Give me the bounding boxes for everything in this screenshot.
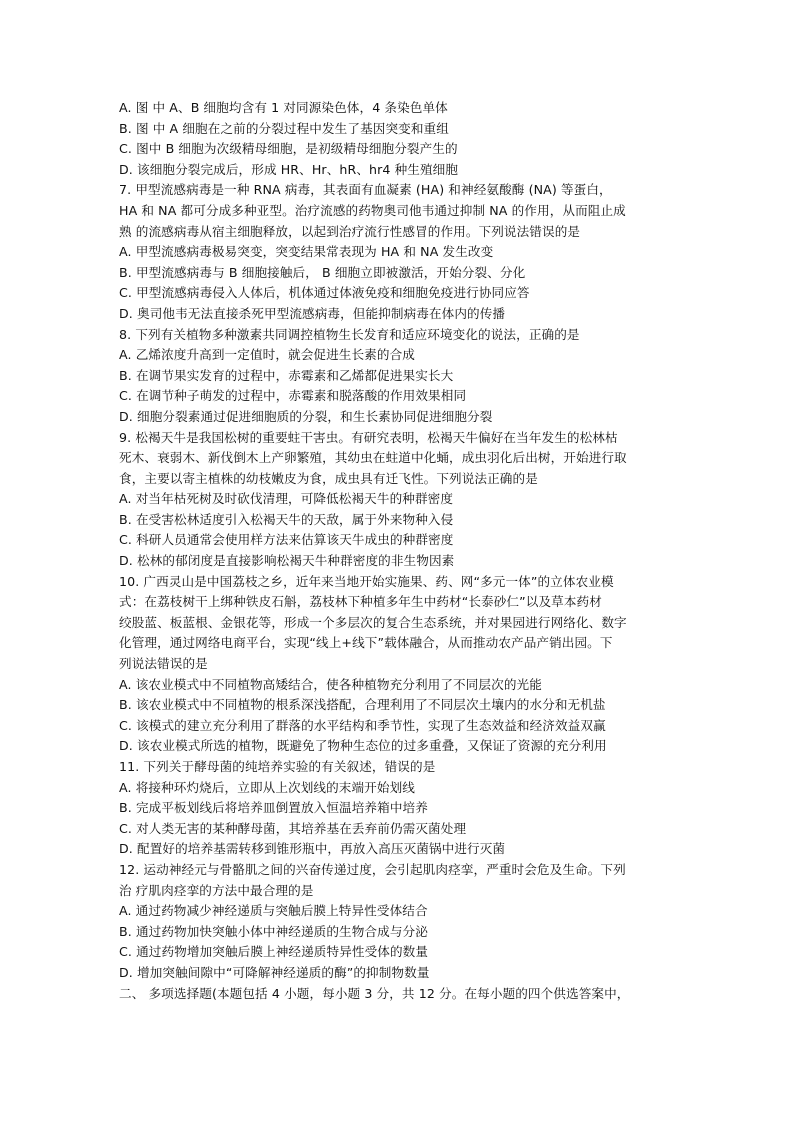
text-line: B. 通过药物加快突触小体中神经递质的生物合成与分泌: [119, 923, 428, 939]
text-line: B. 在受害松林适度引入松褐天牛的天敌，属于外来物种入侵: [119, 511, 454, 527]
text-line: A. 将接种环灼烧后，立即从上次划线的末端开始划线: [119, 779, 415, 795]
text-line: 式：在荔枝树干上绑种铁皮石斛，荔枝林下种植多年生中药材“长泰砂仁”以及草本药材: [119, 594, 602, 610]
text-line: 列说法错误的是: [119, 656, 208, 672]
text-line: D. 该农业模式所选的植物，既避免了物种生态位的过多重叠，又保证了资源的充分利用: [119, 738, 607, 754]
text-line: B. 甲型流感病毒与 B 细胞接触后， B 细胞立即被激活，开始分裂、分化: [119, 264, 526, 280]
text-line: 熟 的流感病毒从宿主细胞释放，以起到治疗流行性感冒的作用。下列说法错误的是: [119, 223, 581, 239]
text-line: D. 配置好的培养基需转移到锥形瓶中，再放入高压灭菌锅中进行灭菌: [119, 841, 506, 857]
question-7-line: 7. 甲型流感病毒是一种 RNA 病毒，其表面有血凝素 (HA) 和神经氨酸酶 (NA) 等蛋白，: [119, 182, 612, 198]
text-line: A. 图 中 A、B 细胞均含有 1 对同源染色体，4 条染色单体: [119, 100, 448, 115]
text-line: A. 乙烯浓度升高到一定值时，就会促进生长素的合成: [119, 347, 415, 363]
question-10-line: 10. 广西灵山是中国荔枝之乡，近年来当地开始实施果、药、网“多元一体”的立体农业模: [119, 573, 614, 589]
text-line: B. 该农业模式中不同植物的根系深浅搭配，合理利用了不同层次土壤内的水分和无机盐: [119, 697, 606, 713]
text-line: D. 该细胞分裂完成后，形成 HR、Hr、hR、hr4 种生殖细胞: [119, 161, 459, 177]
text-line: C. 科研人员通常会使用样方法来估算该天牛成虫的种群密度: [119, 532, 454, 548]
text-line: B. 在调节果实发育的过程中，赤霉素和乙烯都促进果实长大: [119, 367, 454, 383]
text-line: C. 图中 B 细胞为次级精母细胞，是初级精母细胞分裂产生的: [119, 141, 458, 157]
text-line: 死木、衰弱木、新伐倒木上产卵繁殖，其幼虫在蛀道中化蛹，成虫羽化后出树，开始进行取: [119, 450, 627, 466]
text-line: C. 在调节种子萌发的过程中，赤霉素和脱落酸的作用效果相同: [119, 388, 467, 404]
question-9-line: 9. 松褐天牛是我国松树的重要蛀干害虫。有研究表明，松褐天牛偏好在当年发生的松林枯: [119, 429, 618, 445]
text-line: C. 通过药物增加突触后膜上神经递质特异性受体的数量: [119, 944, 429, 960]
text-line: D. 细胞分裂素通过促进细胞质的分裂，和生长素协同促进细胞分裂: [119, 408, 493, 424]
text-line: 治 疗肌肉痉挛的方法中最合理的是: [119, 882, 314, 898]
text-line: A. 对当年枯死树及时砍伐清理，可降低松褐天牛的种群密度: [119, 491, 454, 507]
text-line: D. 奥司他韦无法直接杀死甲型流感病毒，但能抑制病毒在体内的传播: [119, 305, 506, 321]
exam-page-text: [119, 98, 689, 1004]
question-11-line: 11. 下列关于酵母菌的纯培养实验的有关叙述，错误的是: [119, 759, 436, 774]
text-line: C. 对人类无害的某种酵母菌，其培养基在丢弃前仍需灭菌处理: [119, 820, 467, 836]
text-line: D. 松林的郁闭度是直接影响松褐天牛种群密度的非生物因素: [119, 553, 455, 569]
text-line: A. 通过药物减少神经递质与突触后膜上特异性受体结合: [119, 903, 428, 919]
text-line: 绞股蓝、板蓝根、金银花等，形成一个多层次的复合生态系统，并对果园进行网络化、数字: [119, 614, 627, 630]
text-line: HA 和 NA 都可分成多种亚型。治疗流感的药物奥司他韦通过抑制 NA 的作用，从而阻止成: [119, 202, 626, 218]
question-12-line: 12. 运动神经元与骨骼肌之间的兴奋传递过度，会引起肌肉痉挛，严重时会危及生命。下列: [119, 861, 626, 877]
text-line: B. 完成平板划线后将培养皿倒置放入恒温培养箱中培养: [119, 800, 428, 816]
text-line: 食，主要以寄主植株的幼枝嫩皮为食，成虫具有迁飞性。下列说法正确的是: [119, 470, 538, 486]
text-line: A. 该农业模式中不同植物高矮结合，使各种植物充分利用了不同层次的光能: [119, 676, 542, 692]
text-line: A. 甲型流感病毒极易突变，突变结果常表现为 HA 和 NA 发生改变: [119, 244, 494, 260]
text-line: B. 图 中 A 细胞在之前的分裂过程中发生了基因突变和重组: [119, 120, 449, 136]
text-line: 化管理，通过网络电商平台，实现“线上+线下”载体融合，从而推动农产品产销出园。下: [119, 635, 613, 651]
text-line: D. 增加突触间隙中“可降解神经递质的酶”的抑制物数量: [119, 964, 430, 980]
text-line: C. 甲型流感病毒侵入人体后，机体通过体液免疫和细胞免疫进行协同应答: [119, 285, 530, 301]
text-line: C. 该模式的建立充分利用了群落的水平结构和季节性，实现了生态效益和经济效益双赢: [119, 717, 606, 733]
question-8-line: 8. 下列有关植物多种激素共同调控植物生长发育和适应环境变化的说法，正确的是: [119, 326, 580, 342]
section-heading: 二、 多项选择题(本题包括 4 小题，每小题 3 分，共 12 分。在每小题的四个供选答案中，: [119, 985, 630, 1001]
